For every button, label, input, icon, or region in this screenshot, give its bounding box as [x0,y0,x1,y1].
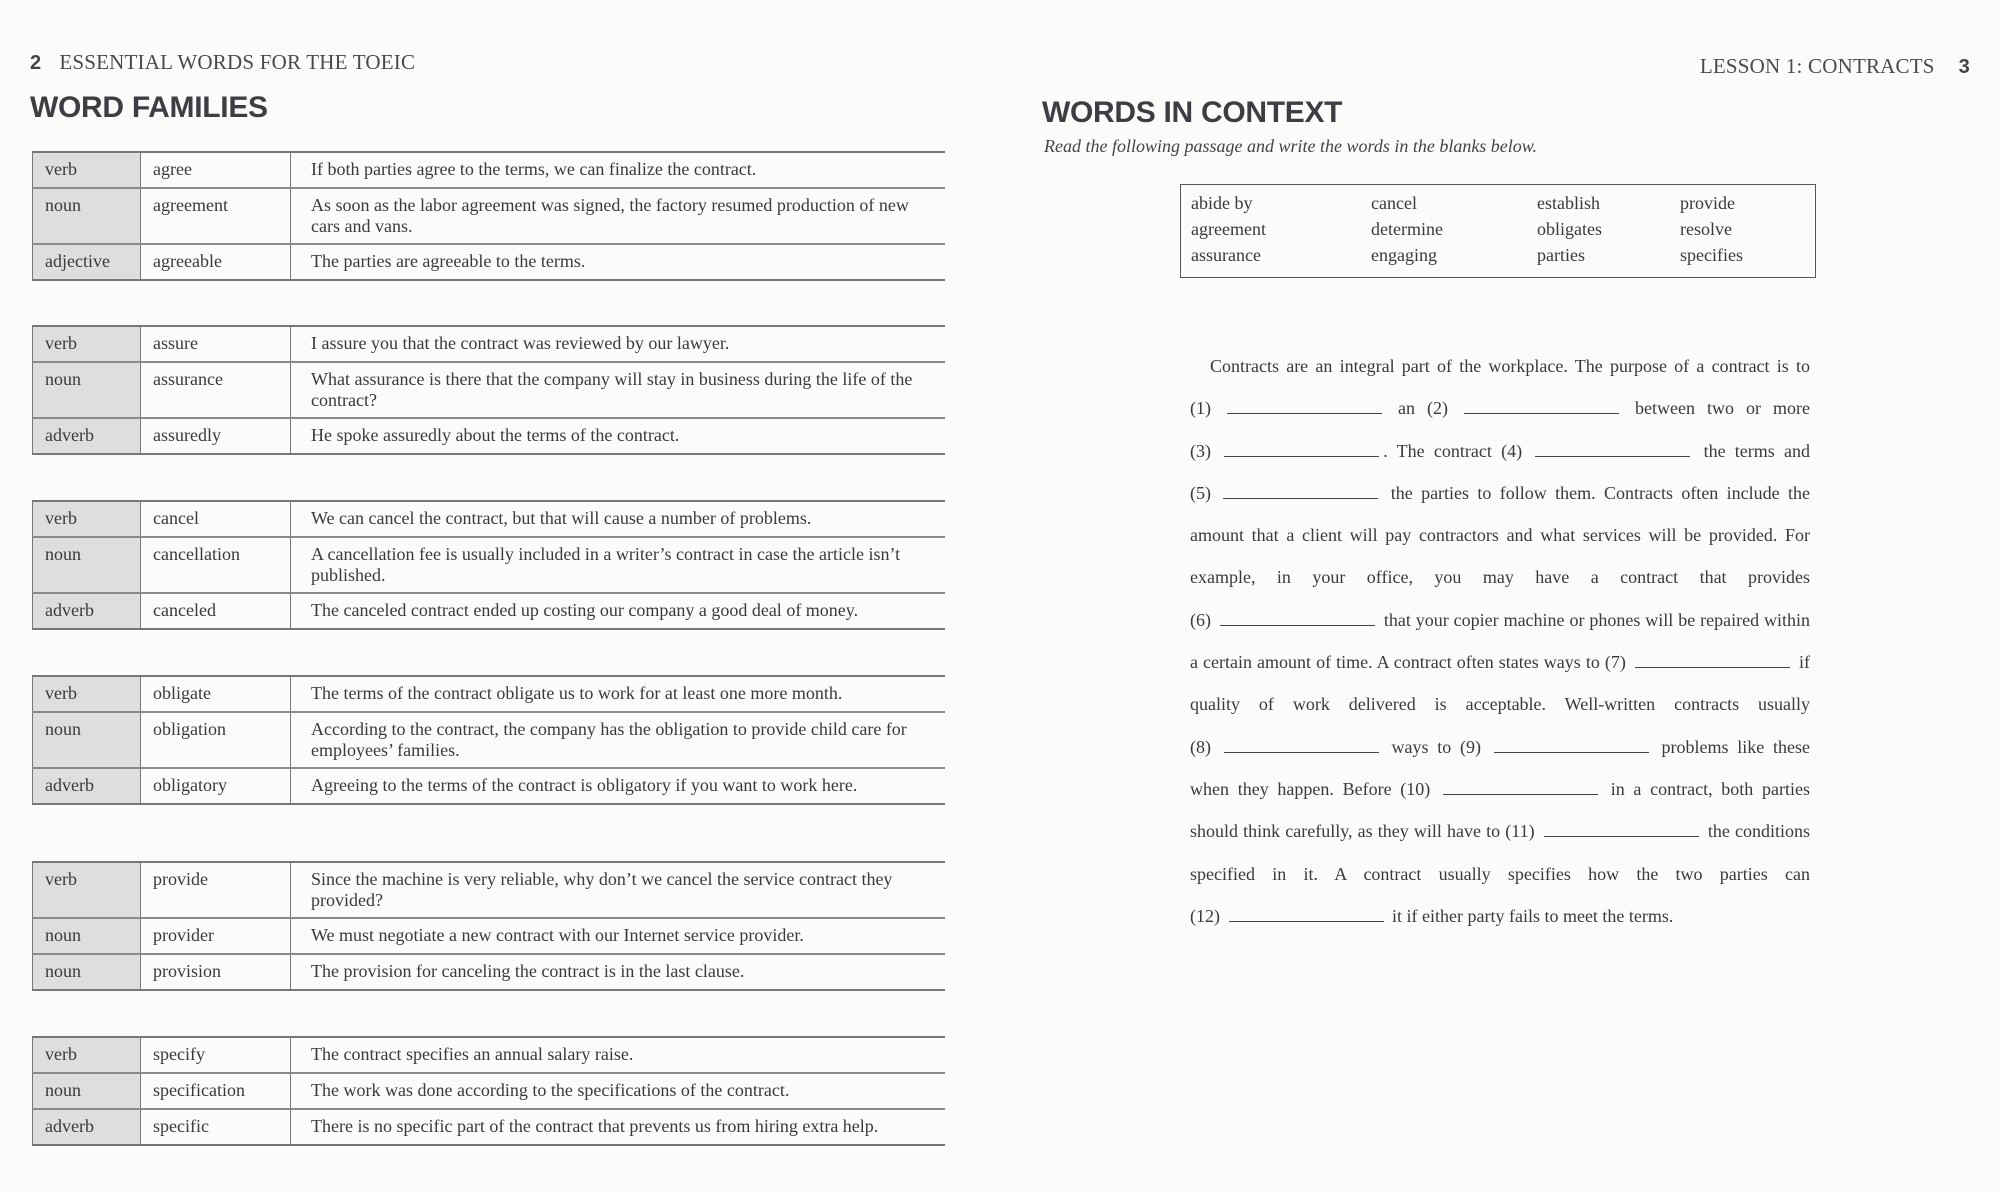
word-cell: assuredly [141,418,291,454]
blank-group [1501,441,1694,461]
answer-blank[interactable] [1220,611,1375,626]
part-of-speech-cell: noun [33,1073,141,1109]
blank-group [1400,779,1602,799]
blank-group [1190,610,1379,630]
word-family-row [33,1037,946,1073]
blank-number: (4) [1501,440,1523,461]
word-bank-item: establish [1537,193,1600,213]
blank-group [1190,737,1383,757]
blank-number: (12) [1190,905,1220,926]
word-family-row [33,501,946,537]
blank-group [1460,737,1653,757]
word-family-row [33,188,946,244]
word-cell: specify [141,1037,291,1073]
word-cell: specification [141,1073,291,1109]
word-cell: canceled [141,593,291,629]
example-sentence-cell: Since the machine is very reliable, why don’t we cancel the service contract they provided? [311,869,893,910]
answer-blank[interactable] [1224,442,1379,457]
instructions: Read the following passage and write the words in the blanks below. [1044,136,1537,156]
blank-number: (2) [1427,398,1449,419]
word-cell: obligation [141,712,291,768]
part-of-speech-cell: noun [33,188,141,244]
blank-group [1190,441,1383,461]
word-family-row [33,862,946,918]
word-cell: agreeable [141,244,291,280]
example-sentence-cell: Agreeing to the terms of the contract is obligatory if you want to work here. [291,768,946,804]
word-family-row [33,537,946,593]
example-sentence-cell: The contract specifies an annual salary raise. [311,1044,634,1064]
word-cell: cancellation [141,537,291,593]
book-title: ESSENTIAL WORDS FOR THE TOEIC [59,50,416,74]
word-bank-item: obligates [1537,219,1602,239]
passage-text: an [1386,398,1428,419]
word-family-row [33,593,946,629]
word-bank [1180,184,1816,278]
passage-text: in a contract, both parties should think carefully, as they will have to [1190,778,1810,842]
part-of-speech-cell: noun [33,362,141,418]
blank-number: (3) [1190,440,1211,461]
blank-number: (5) [1190,482,1211,503]
blank-group [1190,398,1386,418]
word-family-table [32,675,945,805]
answer-blank[interactable] [1224,738,1379,753]
word-cell: assure [141,326,291,362]
answer-blank[interactable] [1227,399,1382,414]
running-head-left [30,50,415,75]
running-head-right [1700,54,1970,79]
word-family-table [32,1036,945,1146]
passage-text: ways to [1382,736,1461,757]
part-of-speech-cell: adjective [33,244,141,280]
word-cell: provide [141,862,291,918]
passage-text: it if either party fails to meet the terms. [1387,905,1674,926]
blank-group [1605,652,1794,672]
word-cell: specific [141,1109,291,1145]
example-sentence-cell: The terms of the contract obligate us to work for at least one more month. [311,683,843,703]
answer-blank[interactable] [1464,399,1619,414]
example-sentence-cell: What assurance is there that the company will stay in business during the life of the contract? [291,362,946,418]
blank-number: (10) [1400,778,1431,799]
word-cell: assurance [141,362,291,418]
passage-text: problems like these when they happen. Before [1190,736,1811,799]
section-title-words-in-context: WORDS IN CONTEXT [1042,96,1343,129]
word-bank-item: determine [1371,219,1443,239]
word-family-row [33,418,946,454]
word-family-row [33,152,946,188]
example-sentence-cell: The canceled contract ended up costing our company a good deal of money. [291,593,946,629]
word-cell: provision [141,954,291,990]
right-page [1000,0,2000,1192]
part-of-speech-cell: verb [33,1037,141,1073]
word-family-row [33,768,946,804]
passage-text: the conditions specified in it. A contract usually specifies how the two parties can [1190,821,1811,884]
example-sentence-cell: We can cancel the contract, but that will cause a number of problems. [311,508,812,528]
word-family-row [33,326,946,362]
answer-blank[interactable] [1544,822,1699,837]
word-family-row [33,1109,946,1145]
page-number: 3 [1958,56,1970,78]
answer-blank[interactable] [1494,738,1649,753]
word-family-table [32,500,945,630]
word-cell: agree [141,152,291,188]
word-bank-item: cancel [1371,193,1417,213]
answer-blank[interactable] [1635,653,1790,668]
part-of-speech-cell: verb [33,326,141,362]
word-family-row [33,954,946,990]
word-family-row [33,362,946,418]
passage-text: . The contract [1383,440,1502,461]
section-title-word-families: WORD FAMILIES [30,91,268,124]
answer-blank[interactable] [1535,442,1690,457]
example-sentence-cell: He spoke assuredly about the terms of the contract. [291,418,946,454]
blank-number: (7) [1604,652,1626,673]
example-sentence-cell: I assure you that the contract was reviewed by our lawyer. [311,333,730,353]
blank-group [1190,906,1388,926]
part-of-speech-cell: noun [33,954,141,990]
part-of-speech-cell: adverb [33,1109,141,1145]
blank-number: (9) [1460,736,1482,757]
word-bank-item: resolve [1680,219,1732,239]
part-of-speech-cell: verb [33,152,141,188]
word-family-row [33,676,946,712]
passage-text: the parties to follow them. Contracts often include the amount that a client will pay contractors and what services will be provided. For example, in your office, you may have a contract that provides [1190,482,1810,588]
answer-blank[interactable] [1229,907,1384,922]
blank-number: (11) [1505,821,1535,842]
word-family-table [32,151,945,281]
blank-group [1505,821,1702,841]
word-bank-item: provide [1680,193,1735,213]
passage-text: between two or more [1623,398,1811,419]
part-of-speech-cell: noun [33,537,141,593]
example-sentence-cell: A cancellation fee is usually included in a writer’s contract in case the article isn’t published. [291,537,946,593]
word-family-row [33,918,946,954]
part-of-speech-cell: verb [33,676,141,712]
word-family-table [32,325,945,455]
part-of-speech-cell: adverb [33,418,141,454]
word-bank-item: assurance [1191,245,1261,265]
part-of-speech-cell: adverb [33,768,141,804]
passage-text: the terms and [1694,440,1811,461]
example-sentence-cell: The parties are agreeable to the terms. [291,244,946,280]
answer-blank[interactable] [1223,484,1378,499]
word-bank-item: specifies [1680,245,1743,265]
passage-text: Contracts are an integral part of the workplace. The purpose of a contract is to [1210,356,1810,376]
blank-number: (6) [1190,609,1211,630]
example-sentence-cell: We must negotiate a new contract with our Internet service provider. [291,918,946,954]
blank-group [1427,398,1623,418]
blank-number: (1) [1190,398,1211,419]
word-cell: obligate [141,676,291,712]
blank-group [1190,483,1382,503]
word-bank-item: agreement [1191,219,1266,239]
word-cell: agreement [141,188,291,244]
word-cell: provider [141,918,291,954]
lesson-title: LESSON 1: CONTRACTS [1699,54,1935,78]
word-family-row [33,1073,946,1109]
part-of-speech-cell: verb [33,862,141,918]
part-of-speech-cell: verb [33,501,141,537]
example-sentence-cell: If both parties agree to the terms, we can finalize the contract. [311,159,757,179]
word-cell: obligatory [141,768,291,804]
word-bank-item: abide by [1191,193,1253,213]
passage-text: that your copier machine or phones will be repaired within a certain amount of time. A contract often states ways to [1190,609,1810,673]
passage-text: if quality of work delivered is acceptable. Well-written contracts usually [1190,652,1810,715]
word-bank-item: parties [1537,245,1585,265]
page-number: 2 [30,52,42,74]
passage [1190,345,1810,937]
answer-blank[interactable] [1443,780,1598,795]
example-sentence-cell: The work was done according to the specifications of the contract. [291,1073,946,1109]
word-family-row [33,244,946,280]
word-family-row [33,712,946,768]
part-of-speech-cell: noun [33,918,141,954]
example-sentence-cell: There is no specific part of the contract that prevents us from hiring extra help. [291,1109,946,1145]
example-sentence-cell: According to the contract, the company has the obligation to provide child care for employees’ families. [291,712,946,768]
word-family-table [32,861,945,991]
part-of-speech-cell: adverb [33,593,141,629]
part-of-speech-cell: noun [33,712,141,768]
blank-number: (8) [1190,736,1211,757]
example-sentence-cell: The provision for canceling the contract is in the last clause. [291,954,946,990]
example-sentence-cell: As soon as the labor agreement was signed, the factory resumed production of new cars and vans. [291,188,946,244]
word-bank-item: engaging [1371,245,1437,265]
word-cell: cancel [141,501,291,537]
